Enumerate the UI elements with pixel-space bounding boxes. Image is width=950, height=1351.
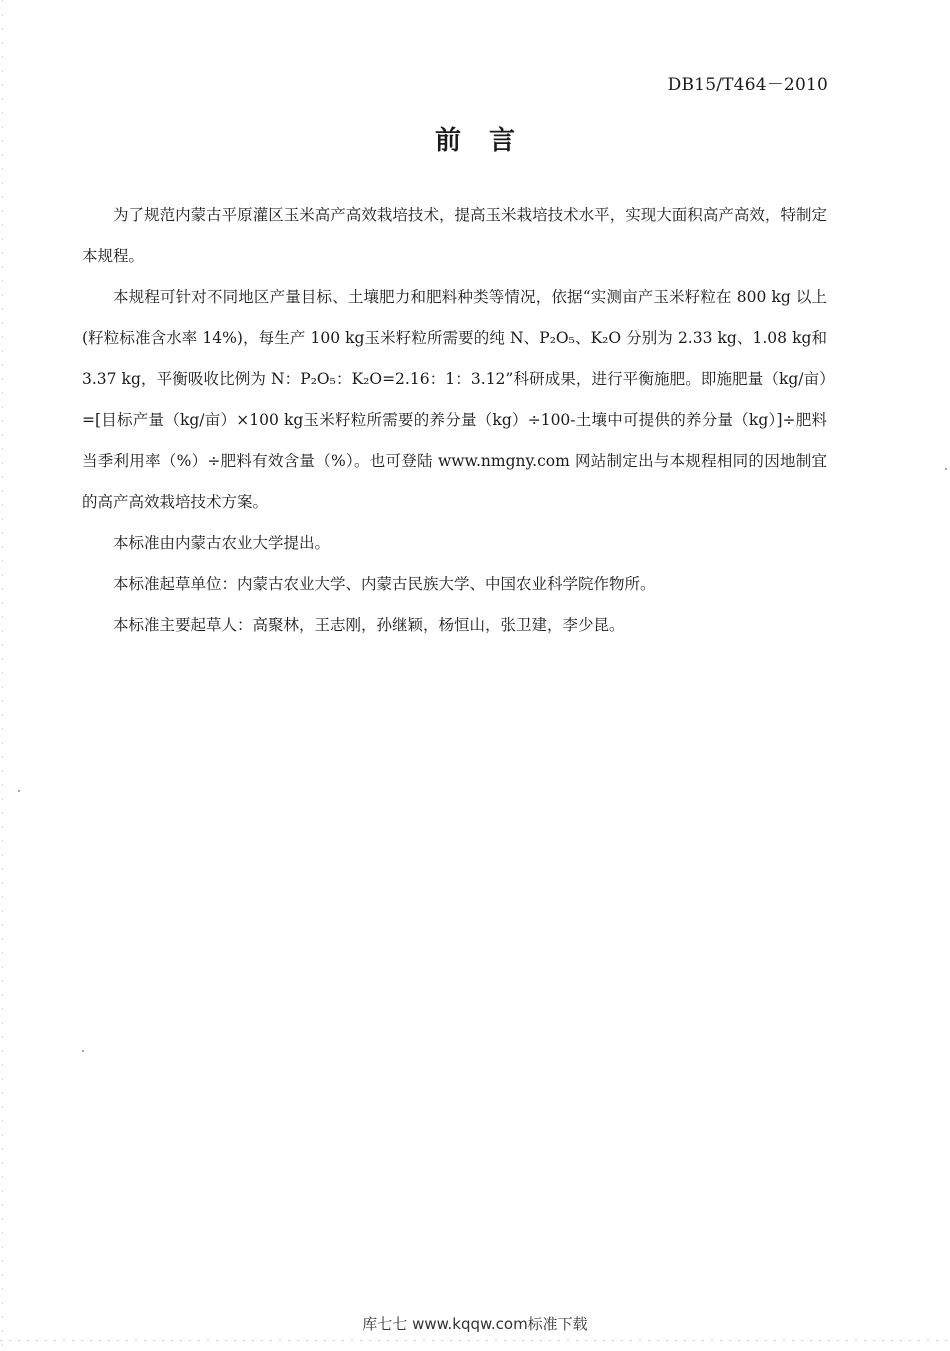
scan-edge-left <box>2 0 3 1351</box>
foreword-body <box>82 195 827 646</box>
scan-speck <box>82 1050 84 1052</box>
document-code: DB15/T464－2010 <box>667 75 828 95</box>
footer-watermark: 库七七 www.kqqw.com标准下载 <box>362 1315 588 1333</box>
scan-speck <box>18 790 20 792</box>
scan-edge-bottom <box>0 1340 950 1341</box>
paragraph-purpose: 为了规范内蒙古平原灌区玉米高产高效栽培技术，提高玉米栽培技术水平，实现大面积高产高效，特制定本规程。 <box>82 206 827 265</box>
paragraph-method: 本规程可针对不同地区产量目标、土壤肥力和肥料种类等情况，依据“实测亩产玉米籽粒在 800 kg 以上(籽粒标准含水率 14%)，每生产 100 kg玉米籽粒所需要的纯 N、P₂O₅、K₂O 分别为 2.33 kg、1.08 kg和 3.37 kg，平衡吸收比例为 N：P₂O₅：K₂O=2.16：1：3.12”科研成果，进行平衡施肥。即施肥量（kg/亩）=[目标产量（kg/亩）×100 kg玉米籽粒所需要的养分量（kg）÷100-土壤中可提供的养分量（kg）]÷肥料当季利用率（%）÷肥料有效含量（%）。也可登陆 www.nmgny.com 网站制定出与本规程相同的因地制宜的高产高效栽培技术方案。 <box>82 288 827 511</box>
paragraph-drafters: 本标准主要起草人：高聚林，王志刚，孙继颖，杨恒山，张卫建，李少昆。 <box>113 616 625 634</box>
paragraph-drafting-units: 本标准起草单位：内蒙古农业大学、内蒙古民族大学、中国农业科学院作物所。 <box>113 575 656 593</box>
page-title: 前言 <box>434 126 543 156</box>
scan-speck <box>945 468 947 470</box>
paragraph-proposer: 本标准由内蒙古农业大学提出。 <box>113 534 331 552</box>
